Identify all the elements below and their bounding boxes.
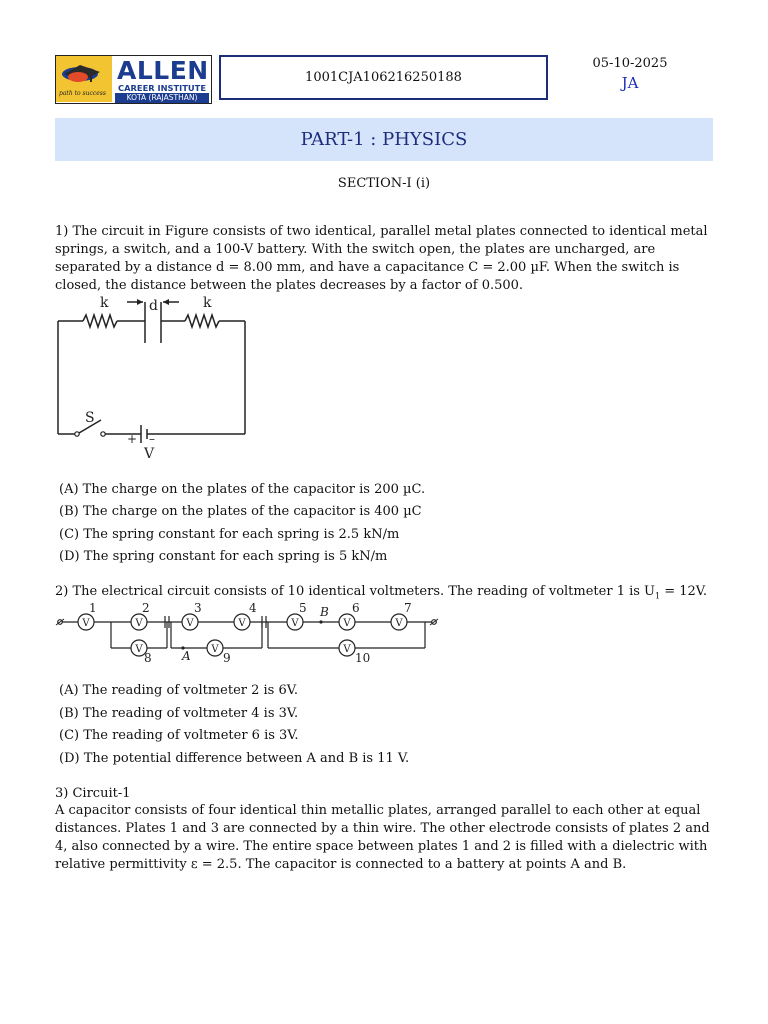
- q1-option-d[interactable]: (D) The spring constant for each spring is 5 kN/m: [59, 549, 388, 564]
- label-5: 5: [299, 601, 307, 615]
- label-point-a: A: [182, 649, 191, 663]
- question-2-text-main: 2) The electrical circuit consists of 10 identical voltmeters. The reading of voltmeter 1 is U: [55, 584, 656, 599]
- logo-location: KOTA (RAJASTHAN): [115, 93, 209, 103]
- q1-option-a[interactable]: (A) The charge on the plates of the capacitor is 200 µC.: [59, 482, 426, 497]
- q1-label-plus: +: [127, 432, 138, 446]
- logo-tagline: path to success: [59, 90, 106, 97]
- voltmeter-7-icon: V: [395, 618, 403, 629]
- voltmeter-1-icon: V: [82, 618, 90, 629]
- question-3-heading: 3) Circuit-1: [55, 786, 131, 801]
- label-4: 4: [249, 601, 257, 615]
- question-1-text: 1) The circuit in Figure consists of two identical, parallel metal plates connected to identical metal springs, a switch, and a 100-V battery. With the switch open, the plates are uncharged, are separated by a distance d = 8.00 mm, and have a capacitance C = 2.00 µF. When the switch is closed, the distance between the plates decreases by a factor of 0.500.: [55, 224, 708, 293]
- q1-label-k-right: k: [203, 295, 212, 311]
- q2-option-d[interactable]: (D) The potential difference between A and B is 11 V.: [59, 751, 410, 766]
- q2-option-a[interactable]: (A) The reading of voltmeter 2 is 6V.: [59, 683, 298, 698]
- voltmeter-9-icon: V: [211, 644, 219, 655]
- voltmeter-5-icon: V: [291, 618, 299, 629]
- label-10: 10: [355, 651, 371, 665]
- logo-subtitle: CAREER INSTITUTE: [118, 83, 206, 93]
- label-9: 9: [223, 651, 231, 665]
- label-1: 1: [89, 601, 97, 615]
- logo-brand: [113, 56, 211, 102]
- q1-label-switch: S: [85, 410, 95, 426]
- voltmeter-6-icon: V: [343, 618, 351, 629]
- q1-option-b[interactable]: (B) The charge on the plates of the capacitor is 400 µC: [59, 504, 422, 519]
- voltmeter-4-icon: V: [238, 618, 246, 629]
- question-2-subscript: 1: [655, 591, 661, 601]
- question-2-figure: [55, 600, 445, 668]
- roll-id-box: 1001CJA106216250188: [219, 55, 548, 100]
- voltmeter-8-icon: V: [135, 644, 143, 655]
- q1-label-d: d: [149, 298, 158, 314]
- q2-option-b[interactable]: (B) The reading of voltmeter 4 is 3V.: [59, 706, 299, 721]
- question-1-figure: [55, 294, 250, 464]
- label-2: 2: [142, 601, 150, 615]
- question-2-text-end: = 12V.: [660, 584, 708, 599]
- q1-label-battery: V: [144, 446, 155, 462]
- q1-label-k-left: k: [100, 295, 109, 311]
- label-point-b: B: [320, 605, 329, 619]
- exam-date: 05-10-2025: [592, 56, 668, 71]
- logo-brand-name: ALLEN: [117, 56, 209, 85]
- q1-option-c[interactable]: (C) The spring constant for each spring is 2.5 kN/m: [59, 527, 400, 542]
- label-6: 6: [352, 601, 360, 615]
- voltmeter-3-icon: V: [186, 618, 194, 629]
- part-title: PART-1 : PHYSICS: [55, 118, 713, 161]
- label-8: 8: [144, 651, 152, 665]
- voltmeter-10-icon: V: [343, 644, 351, 655]
- voltmeter-2-icon: V: [135, 618, 143, 629]
- allen-logo: [55, 55, 212, 104]
- section-title: SECTION-I (i): [337, 176, 431, 191]
- label-7: 7: [404, 601, 412, 615]
- label-3: 3: [194, 601, 202, 615]
- paper-code: JA: [621, 74, 639, 92]
- q1-label-minus: –: [149, 432, 155, 446]
- q2-option-c[interactable]: (C) The reading of voltmeter 6 is 3V.: [59, 728, 299, 743]
- question-3-text: A capacitor consists of four identical thin metallic plates, arranged parallel to each other at equal distances. Plates 1 and 3 are connected by a thin wire. The other electrode consists of plates 2 and 4, also connected by a wire. The entire space between plates 1 and 2 is filled with a dielectric with relative permittivity ε = 2.5. The capacitor is connected to a battery at points A and B.: [55, 803, 710, 872]
